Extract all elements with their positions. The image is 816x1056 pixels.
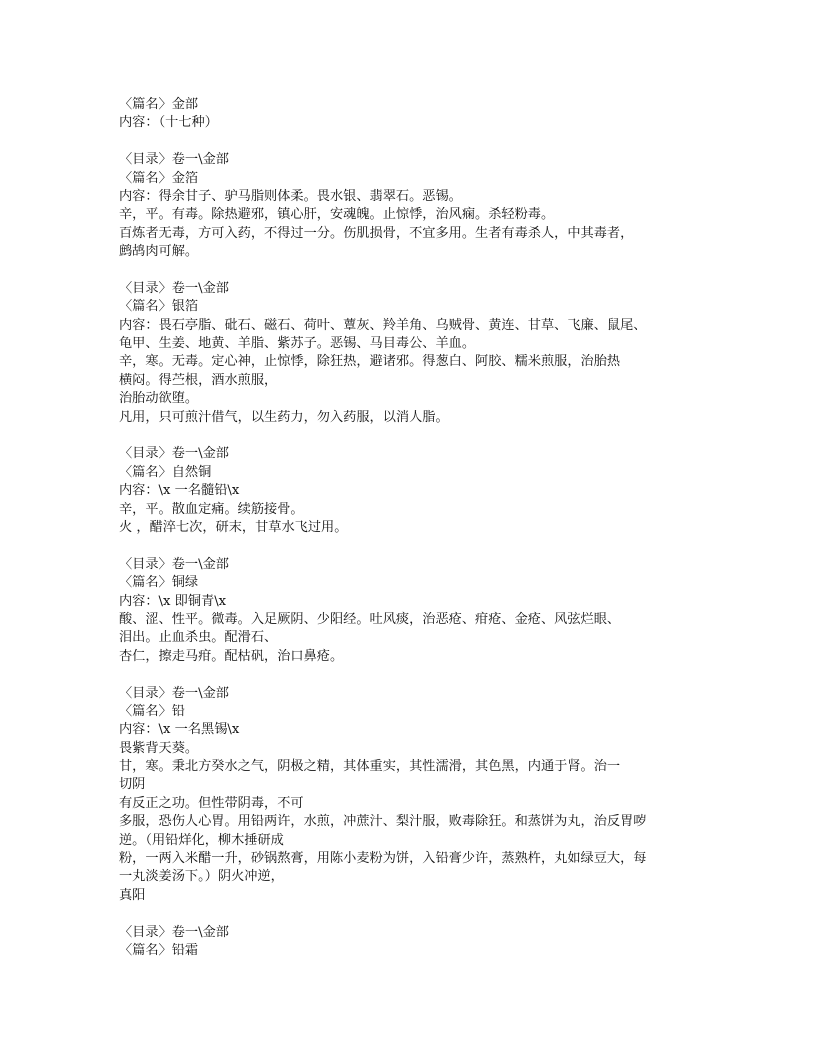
text-line: 〈篇名〉金部 <box>119 97 199 112</box>
blank-line <box>119 666 699 684</box>
text-line: 内容：\x 即铜青\x <box>119 593 227 609</box>
text-line: 火 ，醋淬七次，研末，甘草水飞过用。 <box>119 519 348 535</box>
text-line: 龟甲、生姜、地黄、羊脂、紫苏子。恶锡、马目毒公、羊血。 <box>119 336 476 352</box>
blank-line <box>119 537 699 555</box>
text-line: 百炼者无毒，方可入药，不得过一分。伤肌损骨，不宜多用。生者有毒杀人，中其毒者， <box>119 225 634 241</box>
text-line: 内容：畏石亭脂、砒石、磁石、荷叶、蕈灰、羚羊角、乌贼骨、黄连、甘草、飞廉、鼠尾、 <box>119 317 647 333</box>
text-line: 鹧鸪肉可解。 <box>119 244 199 260</box>
blank-line <box>119 905 699 923</box>
text-line: 〈目录〉卷一\金部 <box>119 924 229 940</box>
text-line: 〈目录〉卷一\金部 <box>119 446 229 462</box>
text-line: 多服，恐伤人心胃。用铅两许，水煎，冲蔗汁、梨汁服，败毒除狂。和蒸饼为丸，治反胃哕 <box>119 814 647 830</box>
text-line: 〈目录〉卷一\金部 <box>119 280 229 296</box>
blank-line <box>119 133 699 151</box>
text-line: 〈篇名〉金箔 <box>119 170 199 186</box>
text-line: 酸、涩、性平。微毒。入足厥阴、少阳经。吐风痰，治恶疮、疳疮、金疮、风弦烂眼、 <box>119 611 621 627</box>
text-line: 畏紫背天葵。 <box>119 740 199 756</box>
text-line: 横闷。得苎根，酒水煎服， <box>119 372 278 388</box>
text-line: 逆。（用铅烊化，柳木捶研成 <box>119 832 284 848</box>
text-line: 有反正之功。但性带阴毒，不可 <box>119 795 304 811</box>
text-line: 切阴 <box>119 777 146 793</box>
text-line: 一丸淡姜汤下。）阴火冲逆， <box>119 869 284 885</box>
text-line: 〈篇名〉银箔 <box>119 299 199 315</box>
text-line: 治胎动欲堕。 <box>119 391 199 407</box>
text-line: 泪出。止血杀虫。配滑石、 <box>119 630 278 646</box>
text-line: 〈目录〉卷一\金部 <box>119 685 229 701</box>
text-line: 真阳 <box>119 887 146 903</box>
document-page <box>119 96 699 960</box>
text-line: 粉，一两入米醋一升，砂锅熬膏，用陈小麦粉为饼，入铅膏少许，蒸熟杵，丸如绿豆大，每 <box>119 851 647 867</box>
text-line: 内容：\x 一名髓铅\x <box>119 483 240 499</box>
text-line: 〈篇名〉自然铜 <box>119 464 212 480</box>
text-line: 辛，平。有毒。除热避邪，镇心肝，安魂魄。止惊悸，治风痫。杀轻粉毒。 <box>119 207 555 223</box>
text-line: 辛，平。散血定痛。续筋接骨。 <box>119 501 304 517</box>
text-line: 辛，寒。无毒。定心神，止惊悸，除狂热，避诸邪。得葱白、阿胶、糯米煎服，治胎热 <box>119 354 621 370</box>
text-line: 〈篇名〉铅霜 <box>119 942 199 958</box>
text-line: 凡用，只可煎汁借气，以生药力，勿入药服，以消人脂。 <box>119 409 449 425</box>
text-line: 〈目录〉卷一\金部 <box>119 556 229 572</box>
text-line: 〈篇名〉铜绿 <box>119 575 199 591</box>
blank-line <box>119 262 699 280</box>
text-line: 内容：\x 一名黑锡\x <box>119 722 240 738</box>
text-line: 甘，寒。秉北方癸水之气，阴极之精，其体重实，其性濡滑，其色黑，内通于肾。治一 <box>119 759 621 775</box>
text-line: 内容：得余甘子、驴马脂则体柔。畏水银、翡翠石。恶锡。 <box>119 188 462 204</box>
text-line: 〈篇名〉铅 <box>119 703 185 719</box>
blank-line <box>119 427 699 445</box>
text-line: 〈目录〉卷一\金部 <box>119 152 229 168</box>
text-line: 杏仁，擦走马疳。配枯矾，治口鼻疮。 <box>119 648 344 664</box>
text-line: 内容：（十七种） <box>119 115 218 131</box>
